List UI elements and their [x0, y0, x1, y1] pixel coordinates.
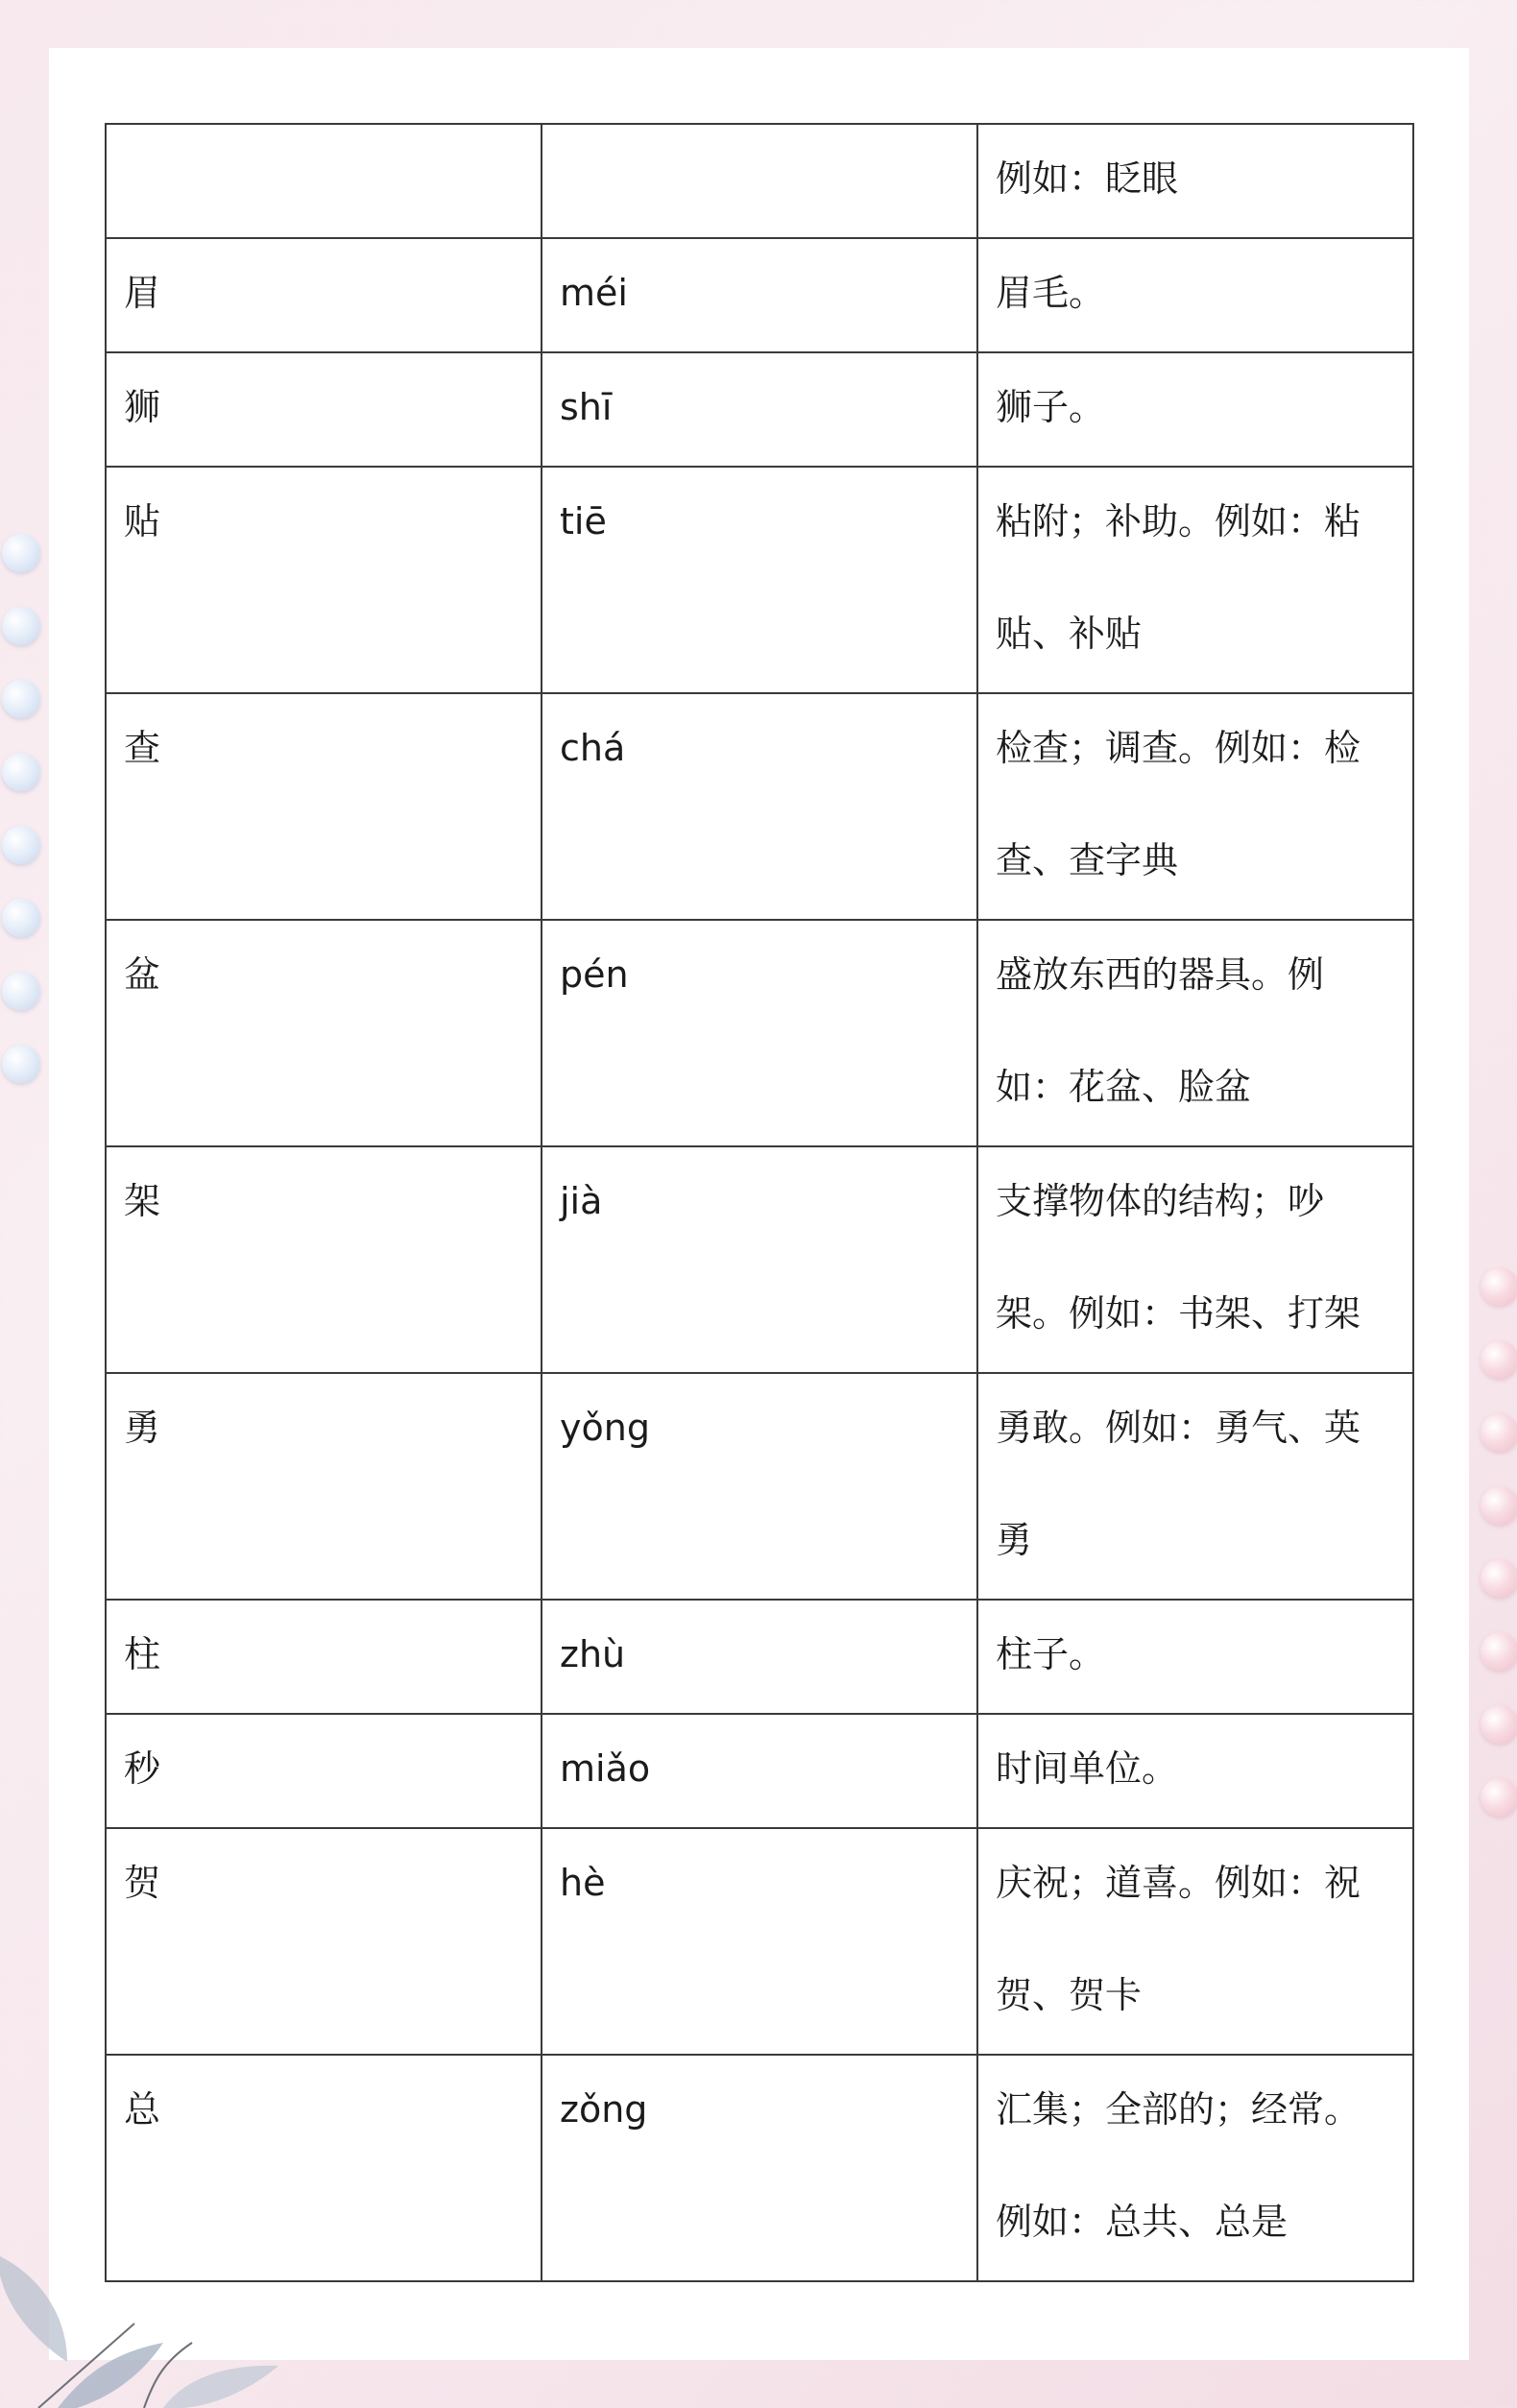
pearl-decoration [1481, 1486, 1517, 1525]
pinyin-cell: chá [542, 693, 977, 920]
character-cell: 盆 [106, 920, 542, 1146]
table-row [106, 238, 1413, 352]
character-cell: 架 [106, 1146, 542, 1373]
character-cell [106, 124, 542, 238]
pearl-decoration [1481, 1413, 1517, 1452]
pinyin-cell: jià [542, 1146, 977, 1373]
pearl-decoration [1481, 1559, 1517, 1598]
pearl-decoration [2, 826, 40, 864]
meaning-cell: 例如：眨眼 [977, 124, 1413, 238]
table-row [106, 693, 1413, 920]
meaning-cell: 时间单位。 [977, 1714, 1413, 1828]
meaning-cell: 眉毛。 [977, 238, 1413, 352]
vocabulary-table [105, 123, 1414, 2282]
pinyin-cell: méi [542, 238, 977, 352]
pearl-decoration [2, 899, 40, 937]
meaning-cell: 汇集；全部的；经常。 例如：总共、总是 [977, 2055, 1413, 2281]
meaning-cell: 支撑物体的结构；吵 架。例如：书架、打架 [977, 1146, 1413, 1373]
pearl-decoration [1481, 1267, 1517, 1306]
pinyin-cell: yǒng [542, 1373, 977, 1600]
table-row [106, 2055, 1413, 2281]
table-row [106, 920, 1413, 1146]
pearl-decoration [2, 534, 40, 572]
meaning-cell: 庆祝；道喜。例如：祝 贺、贺卡 [977, 1828, 1413, 2055]
pearl-decoration [2, 1045, 40, 1083]
pearl-decoration [2, 607, 40, 645]
pinyin-cell: hè [542, 1828, 977, 2055]
pearl-decoration [2, 972, 40, 1010]
table-row [106, 467, 1413, 693]
pearl-decoration [2, 680, 40, 718]
table-row [106, 1600, 1413, 1714]
character-cell: 查 [106, 693, 542, 920]
pearl-decoration [1481, 1778, 1517, 1817]
character-cell: 贺 [106, 1828, 542, 2055]
vocabulary-table-body [106, 124, 1413, 2281]
character-cell: 狮 [106, 352, 542, 467]
pinyin-cell [542, 124, 977, 238]
meaning-cell: 检查；调查。例如：检 查、查字典 [977, 693, 1413, 920]
character-cell: 贴 [106, 467, 542, 693]
meaning-cell: 柱子。 [977, 1600, 1413, 1714]
pinyin-cell: shī [542, 352, 977, 467]
pearl-decoration [1481, 1340, 1517, 1379]
meaning-cell: 狮子。 [977, 352, 1413, 467]
table-row [106, 1373, 1413, 1600]
pearl-decoration [1481, 1632, 1517, 1671]
character-cell: 眉 [106, 238, 542, 352]
pinyin-cell: zǒng [542, 2055, 977, 2281]
character-cell: 柱 [106, 1600, 542, 1714]
pinyin-cell: pén [542, 920, 977, 1146]
pinyin-cell: zhù [542, 1600, 977, 1714]
table-row [106, 1714, 1413, 1828]
meaning-cell: 粘附；补助。例如：粘 贴、补贴 [977, 467, 1413, 693]
meaning-cell: 勇敢。例如：勇气、英 勇 [977, 1373, 1413, 1600]
table-row [106, 124, 1413, 238]
table-row [106, 352, 1413, 467]
table-row [106, 1828, 1413, 2055]
character-cell: 秒 [106, 1714, 542, 1828]
pinyin-cell: tiē [542, 467, 977, 693]
pearl-decoration [1481, 1705, 1517, 1744]
pearl-decoration [2, 753, 40, 791]
table-row [106, 1146, 1413, 1373]
character-cell: 勇 [106, 1373, 542, 1600]
character-cell: 总 [106, 2055, 542, 2281]
meaning-cell: 盛放东西的器具。例 如：花盆、脸盆 [977, 920, 1413, 1146]
pinyin-cell: miǎo [542, 1714, 977, 1828]
